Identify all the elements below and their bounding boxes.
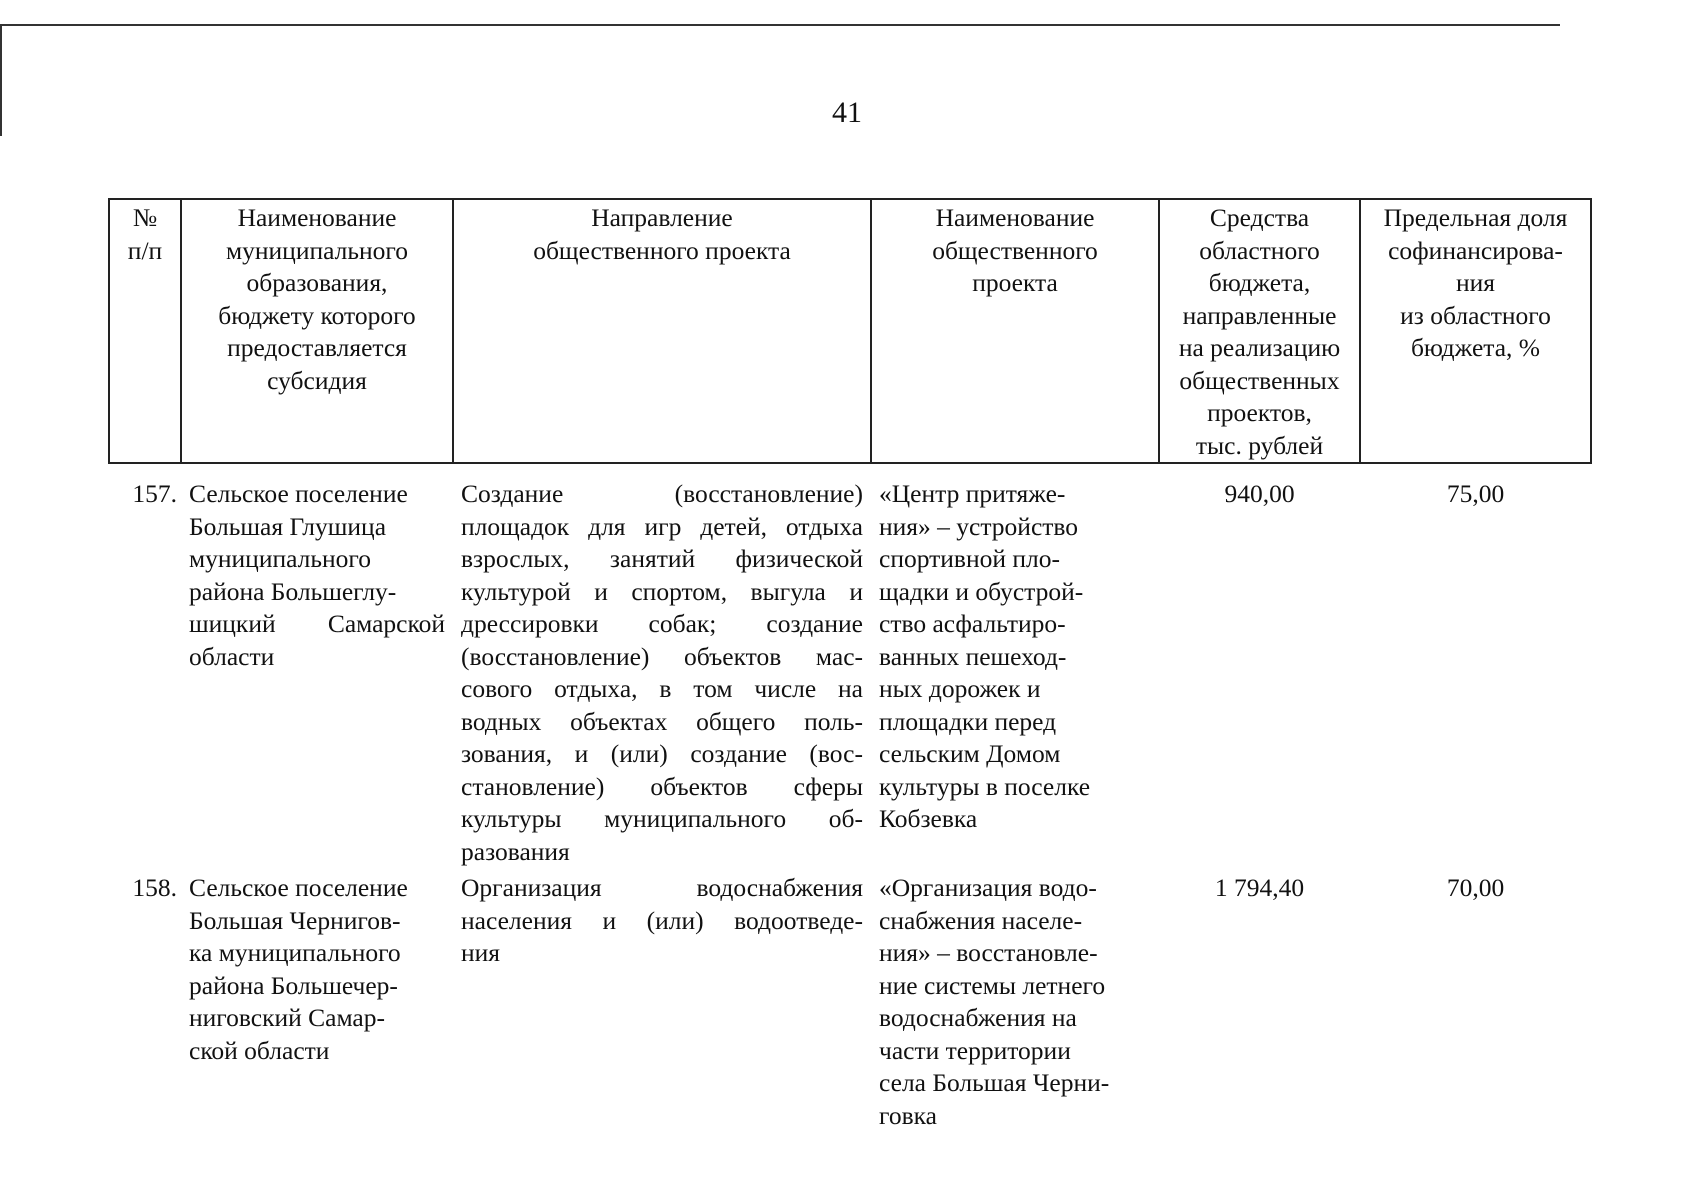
header-share: Предельная доля софинансирова- ния из областного бюджета, %	[1360, 199, 1591, 463]
scan-border-left	[0, 24, 2, 136]
project-cell: «Организация водо- снабжения населе- ния» – восстановле- ние системы летнего водоснабжения на части территории села Большая Черни- говка	[879, 873, 1110, 1130]
share-cell: 75,00	[1446, 479, 1505, 508]
municipality-cell: Сельское поселение Большая Глушица муниципального района Большеглу- шицкий Самарской области	[189, 479, 445, 671]
page-number: 41	[832, 96, 862, 129]
project-cell: «Центр притяже- ния» – устройство спортивной пло- щадки и обустрой- ство асфальтиро- ванных пешеход- ных дорожек и площадки перед сельским Домом культуры в поселке Кобзевка	[879, 479, 1091, 833]
header-funds: Средства областного бюджета, направленные на реализацию общественных проектов, тыс. рублей	[1159, 199, 1360, 463]
municipality-cell: Сельское поселение Большая Чернигов- ка муниципального района Большечер- ниговский Самар- ской области	[189, 873, 408, 1065]
share-cell: 70,00	[1446, 873, 1505, 902]
direction-cell: Создание (восстановление) площадок для игр детей, отдыха взрослых, занятий физической культурой и спортом, выгула и дрессировки собак; создание (восстановление) объектов мас- сового отдыха, в том числе на водных объектах общего поль- зования, и (или) создание (вос- становление) объектов сферы культуры муниципального об- разования	[461, 479, 863, 866]
header-project: Наименование общественного проекта	[871, 199, 1159, 463]
direction-cell: Организация водоснабжения населения и (или) водоотведе- ния	[461, 873, 863, 967]
header-direction: Направление общественного проекта	[453, 199, 871, 463]
table-row	[109, 868, 1591, 1132]
header-number: № п/п	[109, 199, 181, 463]
table-header-row	[109, 199, 1591, 463]
row-number: 158.	[132, 873, 177, 902]
funds-cell: 940,00	[1224, 479, 1295, 508]
subsidy-table	[108, 198, 1592, 1132]
table-row	[109, 463, 1591, 868]
header-municipality: Наименование муниципального образования, бюджету которого предоставляется субсидия	[181, 199, 453, 463]
funds-cell: 1 794,40	[1214, 873, 1305, 902]
scan-border-top	[0, 24, 1560, 26]
row-number: 157.	[132, 479, 177, 508]
